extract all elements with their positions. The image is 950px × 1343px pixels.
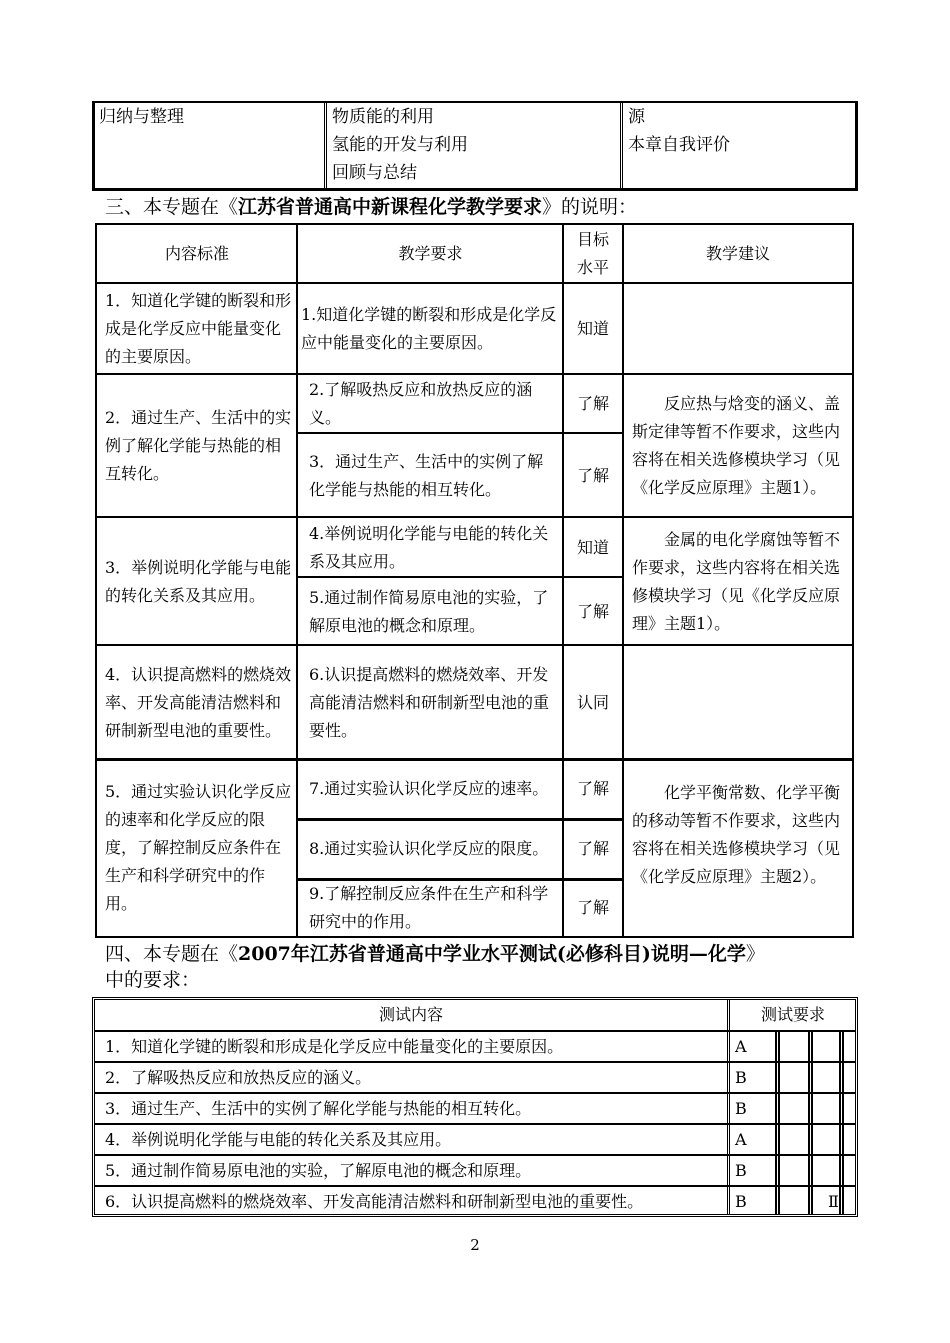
req-cell — [298, 760, 562, 818]
grade-value: B — [735, 1099, 747, 1118]
req-text: 8.通过实验认识化学反应的限度。 — [309, 839, 549, 858]
header-text: 教学要求 — [398, 244, 463, 263]
req-cell — [298, 434, 562, 517]
row-text: 6．认识提高燃料的燃烧效率、开发高能清洁燃料和研制新型电池的重要性。 — [105, 1192, 644, 1211]
standard-text: 2．通过生产、生活中的实例了解化学能与热能的相互转化。 — [105, 408, 292, 483]
req-text: 6.认识提高燃料的燃烧效率、开发高能清洁燃料和研制新型电池的重要性。 — [309, 665, 550, 740]
req-cell — [298, 284, 562, 374]
grade-value: B — [735, 1161, 747, 1180]
level-text: 知道 — [576, 537, 609, 557]
suggestion-cell — [624, 760, 852, 910]
table-row — [95, 1123, 855, 1153]
table-row — [95, 1061, 855, 1091]
heading-bold: 江苏省普通高中新课程化学教学要求 — [238, 196, 543, 218]
t1-col1-text: 归纳与整理 — [99, 107, 184, 127]
header-suggestion — [624, 225, 852, 283]
t3-header-content — [95, 1000, 727, 1030]
header-text: 内容标准 — [164, 244, 229, 263]
level-cell — [564, 375, 622, 433]
table-row — [95, 1092, 855, 1122]
req-cell — [298, 880, 562, 936]
t1-col2-line: 氢能的开发与利用 — [332, 135, 468, 155]
level-cell — [564, 760, 622, 818]
grade-value: A — [735, 1130, 747, 1149]
header-target-level — [564, 225, 622, 283]
header-text: 教学建议 — [705, 244, 770, 263]
level-text: 了解 — [576, 465, 609, 485]
teaching-requirements-table — [95, 223, 854, 760]
header-content-standard — [97, 225, 297, 283]
t3-header-text: 测试要求 — [760, 1005, 825, 1024]
standard-cell — [97, 646, 297, 760]
row-text: 4．举例说明化学能与电能的转化关系及其应用。 — [105, 1130, 452, 1149]
row-text: 2．了解吸热反应和放热反应的涵义。 — [105, 1068, 372, 1087]
level-cell — [564, 646, 622, 760]
t1-col3 — [624, 103, 854, 188]
t1-col2-line: 物质能的利用 — [332, 107, 434, 127]
grade-value: B — [735, 1192, 747, 1211]
row-text: 3．通过生产、生活中的实例了解化学能与热能的相互转化。 — [105, 1099, 532, 1118]
table-row — [95, 1030, 855, 1060]
section-4-heading — [105, 941, 765, 967]
level-cell — [564, 578, 622, 645]
req-text: 5.通过制作简易原电池的实验，了解原电池的概念和原理。 — [309, 587, 549, 635]
level-text: 了解 — [576, 601, 609, 621]
req-cell — [298, 375, 562, 433]
level-cell — [564, 518, 622, 577]
level-text: 了解 — [576, 898, 609, 917]
t1-col3-line: 本章自我评价 — [628, 135, 730, 155]
suggestion-cell — [624, 518, 852, 645]
heading-suffix: 》 — [745, 943, 765, 965]
req-text: 3．通过生产、生活中的实例了解化学能与热能的相互转化。 — [309, 451, 544, 499]
header-teaching-req — [298, 225, 563, 283]
t3-header-req — [731, 1000, 855, 1030]
t1-col3-line: 源 — [628, 107, 645, 127]
level-cell — [564, 434, 622, 517]
standard-cell — [97, 518, 297, 645]
req-text: 9.了解控制反应条件在生产和科学研究中的作用。 — [309, 884, 549, 931]
teaching-requirements-table-cont — [95, 760, 854, 938]
standard-cell — [97, 760, 297, 936]
heading-bold: 2007年江苏省普通高中学业水平测试(必修科目)说明—化学 — [238, 943, 746, 965]
test-requirements-table — [92, 997, 858, 1217]
suggestion-text: 化学平衡常数、化学平衡的移动等暂不作要求，这些内容将在相关选修模块学习（见《化学反应原理》主题2）。 — [632, 783, 841, 886]
req-text: 1.知道化学键的断裂和形成是化学反应中能量变化的主要原因。 — [301, 305, 557, 352]
standard-cell — [97, 375, 297, 517]
level-text: 了解 — [576, 779, 609, 798]
level-text: 知道 — [576, 319, 609, 338]
level-text: 了解 — [576, 394, 609, 413]
grade-value: A — [735, 1037, 747, 1056]
req-text: 4.举例说明化学能与电能的转化关系及其应用。 — [309, 523, 549, 571]
level-cell — [564, 820, 622, 878]
heading-suffix: 》的说明： — [542, 196, 638, 218]
req-cell — [298, 518, 562, 577]
t3-header-text: 测试内容 — [378, 1005, 443, 1024]
page-number: 2 — [470, 1236, 480, 1254]
grade-value: Ⅱ — [828, 1192, 839, 1211]
table-row — [95, 1154, 855, 1184]
header-text: 目标水平 — [576, 230, 609, 277]
section-4-heading-line2 — [105, 967, 200, 993]
level-cell — [564, 284, 622, 374]
standard-text: 1．知道化学键的断裂和形成是化学反应中能量变化的主要原因。 — [105, 291, 292, 366]
standard-text: 4．认识提高燃料的燃烧效率、开发高能清洁燃料和研制新型电池的重要性。 — [105, 665, 292, 740]
suggestion-cell — [624, 375, 852, 517]
section-3-heading — [105, 194, 637, 220]
standard-cell — [97, 284, 297, 374]
suggestion-text: 反应热与焓变的涵义、盖斯定律等暂不作要求，这些内容将在相关选修模块学习（见《化学反应原理》主题1）。 — [632, 394, 841, 497]
row-text: 5．通过制作简易原电池的实验，了解原电池的概念和原理。 — [105, 1161, 532, 1180]
table-row — [95, 1185, 855, 1214]
grade-value: B — [735, 1068, 747, 1087]
level-text: 了解 — [576, 839, 609, 858]
continuation-table — [92, 101, 858, 191]
t1-col2-line: 回顾与总结 — [332, 163, 417, 183]
row-text: 1．知道化学键的断裂和形成是化学反应中能量变化的主要原因。 — [105, 1037, 564, 1056]
level-text: 认同 — [576, 693, 609, 712]
req-cell — [298, 578, 562, 645]
req-cell — [298, 646, 562, 760]
heading-prefix: 三、本专题在《 — [105, 196, 239, 218]
req-text: 2.了解吸热反应和放热反应的涵义。 — [309, 380, 533, 427]
suggestion-cell — [624, 284, 852, 374]
suggestion-cell — [624, 646, 852, 760]
req-text: 7.通过实验认识化学反应的速率。 — [309, 779, 549, 798]
heading-line2-text: 中的要求： — [105, 969, 201, 991]
req-cell — [298, 820, 562, 878]
standard-text: 5．通过实验认识化学反应的速率和化学反应的限度，了解控制反应条件在生产和科学研究中的作用。 — [105, 782, 292, 913]
standard-text: 3．举例说明化学能与电能的转化关系及其应用。 — [105, 557, 292, 605]
t1-col2 — [328, 103, 623, 188]
level-cell — [564, 880, 622, 936]
t1-col1 — [95, 103, 325, 188]
heading-prefix: 四、本专题在《 — [105, 943, 239, 965]
suggestion-text: 金属的电化学腐蚀等暂不作要求，这些内容将在相关选修模块学习（见《化学反应原理》主题1）。 — [632, 529, 841, 633]
